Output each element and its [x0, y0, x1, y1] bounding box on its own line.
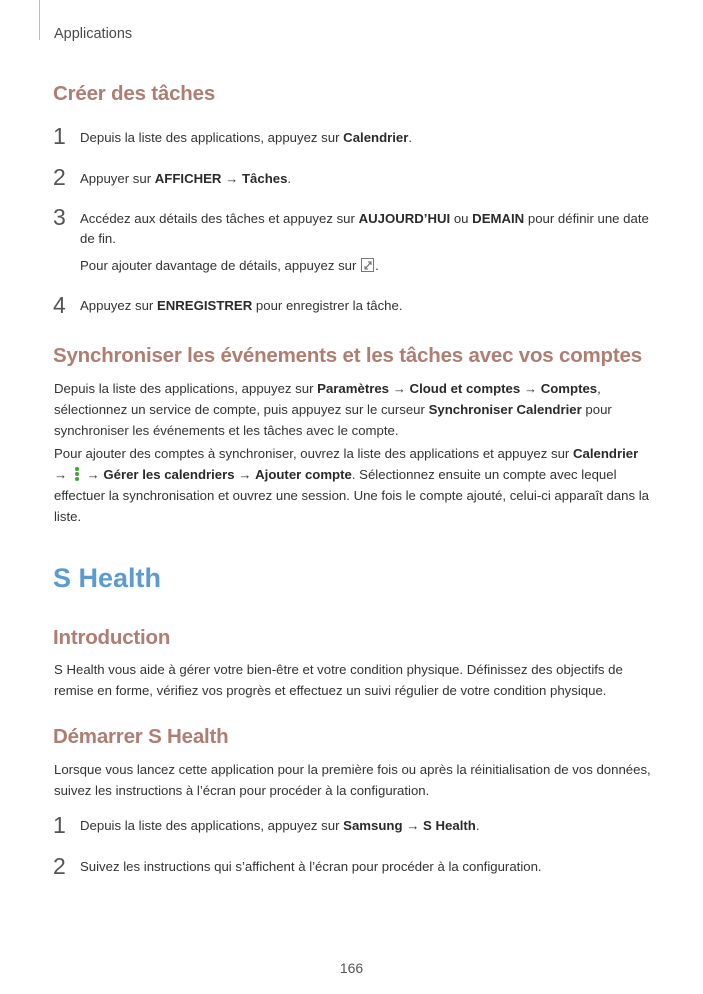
start-paragraph: Lorsque vous lancez cette application pour la première fois ou après la réinitialisation de vos données, suivez les instructions à l’écran pour procéder à la configuration.: [54, 762, 651, 798]
step-number: 1: [53, 812, 66, 838]
tasks-step-3-note: Pour ajouter davantage de détails, appuyez sur .: [80, 258, 379, 273]
start-heading: Démarrer S Health: [53, 725, 229, 748]
margin-rule: [39, 0, 40, 40]
step-number: 1: [53, 123, 66, 149]
intro-paragraph: S Health vous aide à gérer votre bien-être et votre condition physique. Définissez des objectifs de remise en forme, vérifiez vos progrès et effectuez un suivi régulier de votre condition physique.: [54, 662, 623, 698]
sync-heading: Synchroniser les événements et les tâches avec vos comptes: [53, 344, 642, 367]
tasks-heading: Créer des tâches: [53, 82, 216, 105]
tasks-step-4: Appuyez sur ENREGISTRER pour enregistrer la tâche.: [80, 298, 403, 313]
expand-icon: [361, 258, 374, 272]
shealth-title: S Health: [53, 563, 162, 593]
page-number: 166: [339, 960, 364, 976]
more-options-icon: [74, 467, 80, 481]
tasks-step-2: Appuyer sur AFFICHER → Tâches.: [80, 171, 292, 186]
step-number: 4: [53, 292, 66, 318]
tasks-step-1: Depuis la liste des applications, appuyez sur Calendrier.: [80, 130, 413, 145]
step-number: 2: [53, 164, 66, 190]
step-number: 2: [53, 853, 66, 879]
intro-heading: Introduction: [53, 626, 171, 649]
section-header: Applications: [54, 26, 133, 42]
shealth-step-2: Suivez les instructions qui s’affichent à l’écran pour procéder à la configuration.: [80, 859, 542, 874]
step-number: 3: [53, 204, 66, 230]
tasks-step-3: Accédez aux détails des tâches et appuyez sur AUJOURD’HUI ou DEMAIN pour définir une date de fin.: [80, 211, 649, 246]
sync-paragraph-2: Pour ajouter des comptes à synchroniser, ouvrez la liste des applications et appuyez sur Calendrier → → Gérer les calendriers → Ajouter compte. Sélectionnez ensuite un compte avec lequel effectuer la synchronisation et ouvrez une session. Une fois le compte ajouté, celui-ci apparaît dans la liste.: [54, 446, 649, 524]
shealth-step-1: Depuis la liste des applications, appuyez sur Samsung → S Health.: [80, 818, 480, 833]
sync-paragraph-1: Depuis la liste des applications, appuyez sur Paramètres → Cloud et comptes → Comptes, sélectionnez un service de compte, puis appuyez sur le curseur Synchroniser Calendrier pour synchroniser les événements et les tâches avec le compte.: [54, 381, 612, 438]
